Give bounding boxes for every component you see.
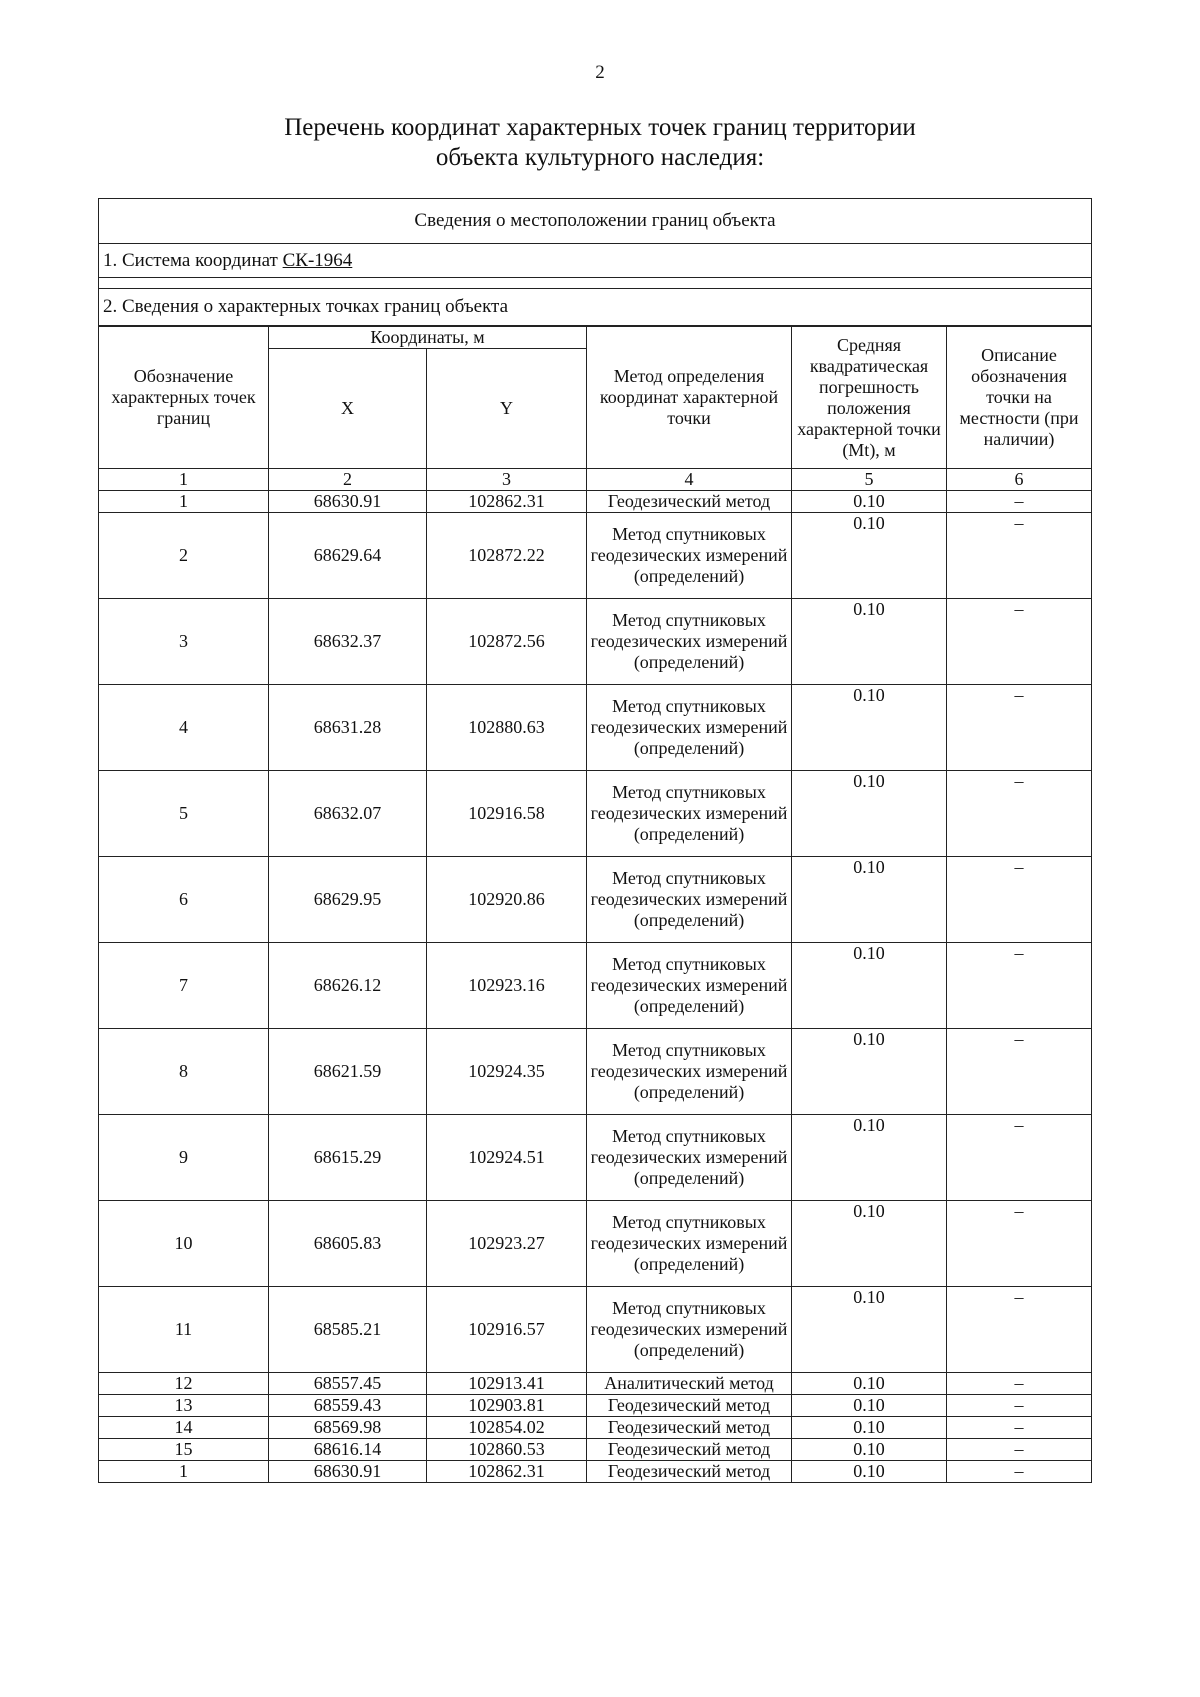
- point-error: 0.10: [792, 1395, 947, 1417]
- table-row: [99, 1201, 1092, 1287]
- col-number: 6: [947, 469, 1092, 491]
- point-id: 15: [99, 1439, 269, 1461]
- point-id: 4: [99, 685, 269, 771]
- table-row: [99, 1395, 1092, 1417]
- point-y: 102924.35: [427, 1029, 587, 1115]
- point-x: 68631.28: [269, 685, 427, 771]
- point-id: 6: [99, 857, 269, 943]
- point-method: Метод спутниковых геодезических измерений (определений): [587, 1287, 792, 1373]
- point-description: –: [947, 857, 1092, 943]
- coordinate-system-label: 1. Система координат: [103, 249, 278, 271]
- point-error: 0.10: [792, 771, 947, 857]
- point-id: 3: [99, 599, 269, 685]
- boundary-points-table: [98, 326, 1092, 1483]
- point-description: –: [947, 491, 1092, 513]
- point-id: 12: [99, 1373, 269, 1395]
- table-row: [99, 1461, 1092, 1483]
- point-method: Геодезический метод: [587, 1461, 792, 1483]
- point-y: 102913.41: [427, 1373, 587, 1395]
- point-error: 0.10: [792, 513, 947, 599]
- title-line-1: Перечень координат характерных точек границ территории: [284, 114, 916, 141]
- point-method: Метод спутниковых геодезических измерений (определений): [587, 1201, 792, 1287]
- point-x: 68569.98: [269, 1417, 427, 1439]
- col-number: 3: [427, 469, 587, 491]
- point-error: 0.10: [792, 943, 947, 1029]
- point-description: –: [947, 599, 1092, 685]
- point-description: –: [947, 1201, 1092, 1287]
- point-error: 0.10: [792, 1373, 947, 1395]
- title-line-2: объекта культурного наследия:: [435, 144, 765, 171]
- point-id: 14: [99, 1417, 269, 1439]
- table-row: [99, 1029, 1092, 1115]
- col-number: 1: [99, 469, 269, 491]
- table-row: [99, 491, 1092, 513]
- point-error: 0.10: [792, 685, 947, 771]
- point-method: Геодезический метод: [587, 1395, 792, 1417]
- point-description: –: [947, 685, 1092, 771]
- table-row: [99, 857, 1092, 943]
- point-error: 0.10: [792, 1417, 947, 1439]
- col-error-header: Средняя квадратическая погрешность положения характерной точки (Mt), м: [792, 327, 947, 469]
- col-number: 4: [587, 469, 792, 491]
- section-spacer: [99, 278, 1092, 289]
- point-error: 0.10: [792, 599, 947, 685]
- point-method: Аналитический метод: [587, 1373, 792, 1395]
- point-error: 0.10: [792, 857, 947, 943]
- point-x: 68630.91: [269, 1461, 427, 1483]
- point-id: 1: [99, 1461, 269, 1483]
- point-x: 68585.21: [269, 1287, 427, 1373]
- point-method: Метод спутниковых геодезических измерений (определений): [587, 513, 792, 599]
- table-row: [99, 943, 1092, 1029]
- point-x: 68616.14: [269, 1439, 427, 1461]
- point-y: 102854.02: [427, 1417, 587, 1439]
- point-method: Геодезический метод: [587, 1439, 792, 1461]
- table-row: [99, 1373, 1092, 1395]
- point-x: 68629.64: [269, 513, 427, 599]
- point-y: 102923.27: [427, 1201, 587, 1287]
- point-method: Метод спутниковых геодезических измерений (определений): [587, 599, 792, 685]
- point-error: 0.10: [792, 1029, 947, 1115]
- point-y: 102862.31: [427, 1461, 587, 1483]
- col-description-header: Описание обозначения точки на местности (при наличии): [947, 327, 1092, 469]
- col-y-header: Y: [427, 349, 587, 469]
- point-id: 1: [99, 491, 269, 513]
- point-y: 102860.53: [427, 1439, 587, 1461]
- point-y: 102872.56: [427, 599, 587, 685]
- point-x: 68626.12: [269, 943, 427, 1029]
- point-id: 5: [99, 771, 269, 857]
- point-description: –: [947, 1395, 1092, 1417]
- point-x: 68629.95: [269, 857, 427, 943]
- point-error: 0.10: [792, 1461, 947, 1483]
- point-id: 7: [99, 943, 269, 1029]
- point-y: 102862.31: [427, 491, 587, 513]
- point-y: 102916.57: [427, 1287, 587, 1373]
- col-number: 5: [792, 469, 947, 491]
- point-id: 11: [99, 1287, 269, 1373]
- point-x: 68559.43: [269, 1395, 427, 1417]
- point-error: 0.10: [792, 491, 947, 513]
- point-y: 102924.51: [427, 1115, 587, 1201]
- point-description: –: [947, 1029, 1092, 1115]
- table-row: [99, 685, 1092, 771]
- point-y: 102923.16: [427, 943, 587, 1029]
- point-method: Метод спутниковых геодезических измерений (определений): [587, 771, 792, 857]
- point-x: 68615.29: [269, 1115, 427, 1201]
- point-description: –: [947, 1287, 1092, 1373]
- point-description: –: [947, 1373, 1092, 1395]
- point-error: 0.10: [792, 1439, 947, 1461]
- coordinate-system: [99, 244, 1092, 278]
- point-method: Метод спутниковых геодезических измерений (определений): [587, 943, 792, 1029]
- point-error: 0.10: [792, 1115, 947, 1201]
- table-row: [99, 1439, 1092, 1461]
- table-row: [99, 1287, 1092, 1373]
- col-coordinates-header: Координаты, м: [269, 327, 587, 349]
- document-title: [0, 113, 1200, 173]
- col-designation-header: Обозначение характерных точек границ: [99, 327, 269, 469]
- col-x-header: X: [269, 349, 427, 469]
- coordinate-system-value: СК-1964: [282, 249, 353, 271]
- point-id: 13: [99, 1395, 269, 1417]
- points-info-heading: 2. Сведения о характерных точках границ объекта: [99, 289, 1092, 326]
- table-row: [99, 1115, 1092, 1201]
- point-description: –: [947, 771, 1092, 857]
- object-boundary-info-frame: [98, 198, 1092, 326]
- point-x: 68630.91: [269, 491, 427, 513]
- point-method: Геодезический метод: [587, 491, 792, 513]
- point-y: 102920.86: [427, 857, 587, 943]
- col-method-header: Метод определения координат характерной точки: [587, 327, 792, 469]
- point-y: 102880.63: [427, 685, 587, 771]
- point-description: –: [947, 513, 1092, 599]
- point-id: 9: [99, 1115, 269, 1201]
- point-method: Метод спутниковых геодезических измерений (определений): [587, 685, 792, 771]
- point-method: Метод спутниковых геодезических измерений (определений): [587, 1029, 792, 1115]
- table-row: [99, 599, 1092, 685]
- point-method: Геодезический метод: [587, 1417, 792, 1439]
- point-id: 2: [99, 513, 269, 599]
- point-description: –: [947, 943, 1092, 1029]
- point-method: Метод спутниковых геодезических измерений (определений): [587, 857, 792, 943]
- point-description: –: [947, 1439, 1092, 1461]
- table-row: [99, 513, 1092, 599]
- col-number: 2: [269, 469, 427, 491]
- point-id: 10: [99, 1201, 269, 1287]
- point-x: 68632.37: [269, 599, 427, 685]
- point-y: 102903.81: [427, 1395, 587, 1417]
- point-description: –: [947, 1115, 1092, 1201]
- point-x: 68632.07: [269, 771, 427, 857]
- section-header: Сведения о местоположении границ объекта: [99, 199, 1092, 244]
- table-row: [99, 1417, 1092, 1439]
- page-number: 2: [595, 62, 605, 83]
- point-id: 8: [99, 1029, 269, 1115]
- point-description: –: [947, 1461, 1092, 1483]
- point-method: Метод спутниковых геодезических измерений (определений): [587, 1115, 792, 1201]
- point-description: –: [947, 1417, 1092, 1439]
- point-x: 68621.59: [269, 1029, 427, 1115]
- point-error: 0.10: [792, 1201, 947, 1287]
- point-y: 102916.58: [427, 771, 587, 857]
- point-x: 68557.45: [269, 1373, 427, 1395]
- point-y: 102872.22: [427, 513, 587, 599]
- point-error: 0.10: [792, 1287, 947, 1373]
- table-row: [99, 771, 1092, 857]
- point-x: 68605.83: [269, 1201, 427, 1287]
